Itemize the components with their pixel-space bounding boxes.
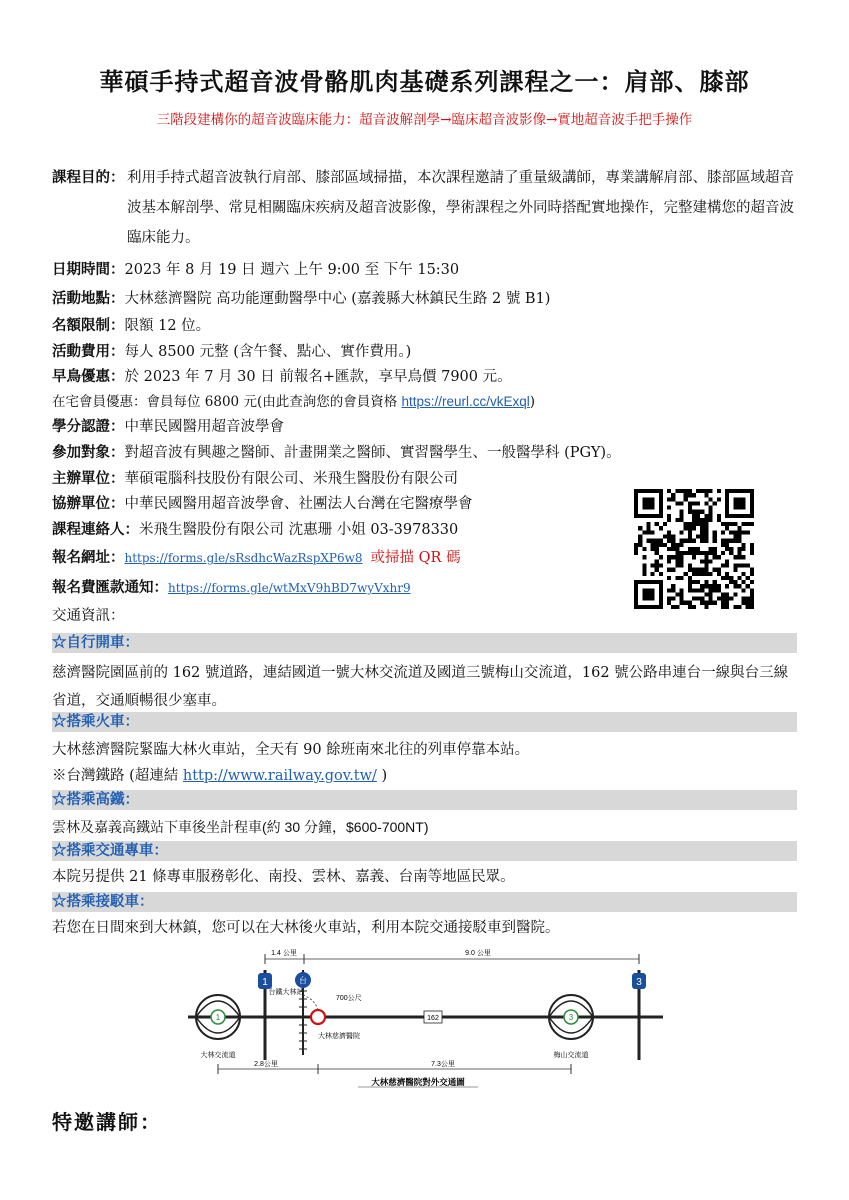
purpose-text: 利用手持式超音波執行肩部、膝部區域掃描，本次課程邀請了重量級講師，專業講解肩部、膝部區域超音波基本解剖學、常見相關臨床疾病及超音波影像，學術課程之外同時搭配實地操作，完整建構您的超音波臨床能力。 [127,170,794,246]
dist-bottom-right: 7.3公里 [431,1061,455,1068]
host-row [52,467,458,488]
contact-label: 課程連絡人： [52,521,139,538]
section-train: ☆搭乘火車： [52,712,797,732]
co-host-value: 中華民國醫用超音波學會、社團法人台灣在宅醫療學會 [124,496,473,512]
host-label: 主辦單位： [52,470,125,487]
register-link[interactable]: https://forms.gle/sRsdhcWazRspXP6w8 [124,551,363,565]
svg-text:3: 3 [568,1013,574,1022]
train-note-text: ※台灣鐵路 (超連結 [52,768,183,784]
section-bus: ☆搭乘交通專車： [52,841,797,861]
audience-row [52,441,621,462]
qr-code[interactable] [634,489,754,609]
register-row [52,546,461,567]
section-hsr: ☆搭乘高鐵： [52,790,797,810]
traffic-map [178,945,663,1090]
early-row [52,365,512,386]
quota-value: 限額 12 位。 [124,318,211,334]
page-title: 華碩手持式超音波骨骼肌肉基礎系列課程之一：肩部、膝部 [99,67,750,96]
venue-value: 大林慈濟醫院 高功能運動醫學中心 (嘉義縣大林鎮民生路 2 號 B1) [124,291,551,307]
meishan-interchange-label: 梅山交流道 [553,1052,589,1059]
co-host-row [52,492,473,513]
dist-bottom-left: 2.8公里 [254,1061,278,1068]
host-value: 華碩電腦科技股份有限公司、米飛生醫股份有限公司 [124,471,458,487]
traffic-label: 交通資訊： [52,608,125,624]
train-note-close: ) [376,768,388,784]
venue-label: 活動地點： [52,290,125,307]
highway-3-shield: 3 [636,977,642,988]
co-host-label: 協辦單位： [52,495,125,512]
section-shuttle: ☆搭乘接駁車： [52,892,797,912]
member-text: 在宅會員優惠：會員每位 6800 元(由此查詢您的會員資格 [52,394,402,410]
date-row [52,258,459,279]
road-162-sign: 162 [427,1015,439,1022]
quota-label: 名額限制： [52,317,125,334]
date-label: 日期時間： [52,261,125,278]
shuttle-text: 若您在日間來到大林鎮，您可以在大林後火車站，利用本院交通接駁車到醫院。 [52,920,560,936]
hsr-text: 雲林及嘉義高鐵站下車後坐計程車(約 30 分鐘，$600-700NT) [52,819,429,835]
credit-label: 學分認證： [52,418,125,435]
course-purpose [52,163,802,253]
early-value: 於 2023 年 7 月 30 日 前報名+匯款，享早鳥價 7900 元。 [124,369,512,385]
driving-text: 慈濟醫院園區前的 162 號道路，連結國道一號大林交流道及國道三號梅山交流道，162 號公路串連台一線與台三線省道，交通順暢很少塞車。 [52,665,789,709]
contact-value: 米飛生醫股份有限公司 沈惠珊 小姐 03-3978330 [139,522,459,538]
railway-link[interactable]: http://www.railway.gov.tw/ [182,768,377,784]
credit-row [52,415,284,436]
member-link[interactable]: https://reurl.cc/vkExql [401,394,530,409]
dist-700m: 700公尺 [336,995,362,1002]
bus-text: 本院另提供 21 條專車服務彰化、南投、雲林、嘉義、台南等地區民眾。 [52,869,515,885]
purpose-label: 課程目的： [52,169,125,186]
register-label: 報名網址： [52,549,125,566]
payment-link[interactable]: https://forms.gle/wtMxV9hBD7wyVxhr9 [168,581,411,595]
payment-label: 報名費匯款通知： [52,579,168,596]
train-text: 大林慈濟醫院緊臨大林火車站，全天有 90 餘班南來北往的列車停靠本站。 [52,742,530,758]
train-icon: 台 [299,976,307,985]
dalin-interchange-label: 大林交流道 [200,1052,236,1059]
credit-value: 中華民國醫用超音波學會 [124,419,284,435]
highway-1-shield: 1 [262,977,268,988]
contact-row [52,518,458,539]
register-qr-hint: 或掃描 QR 碼 [370,550,461,566]
venue-row [52,287,550,308]
dist-top-right: 9.0 公里 [465,950,491,957]
station-label: 台鐵大林站 [268,989,304,996]
early-label: 早鳥優惠： [52,368,125,385]
member-row [52,390,535,410]
hospital-label: 大林慈濟醫院 [318,1033,360,1040]
map-caption: 大林慈濟醫院對外交通圖 [371,1077,465,1087]
audience-value: 對超音波有興趣之醫師、計畫開業之醫師、實習醫學生、一般醫學科 (PGY)。 [124,445,621,461]
fee-label: 活動費用： [52,343,125,360]
dist-top-left: 1.4 公里 [271,950,297,957]
fee-row [52,340,411,361]
payment-row [52,576,411,597]
quota-row [52,314,210,335]
date-value: 2023 年 8 月 19 日 週六 上午 9:00 至 下午 15:30 [124,262,460,278]
section-driving: ☆自行開車： [52,633,797,653]
speaker-heading: 特邀講師： [52,1110,162,1134]
member-close: ) [529,394,536,410]
fee-value: 每人 8500 元整 (含午餐、點心、實作費用。) [124,344,412,360]
audience-label: 參加對象： [52,444,125,461]
page-subtitle: 三階段建構你的超音波臨床能力：超音波解剖學→臨床超音波影像→實地超音波手把手操作 [156,112,693,128]
svg-text:1: 1 [215,1013,221,1022]
train-note [52,762,800,790]
